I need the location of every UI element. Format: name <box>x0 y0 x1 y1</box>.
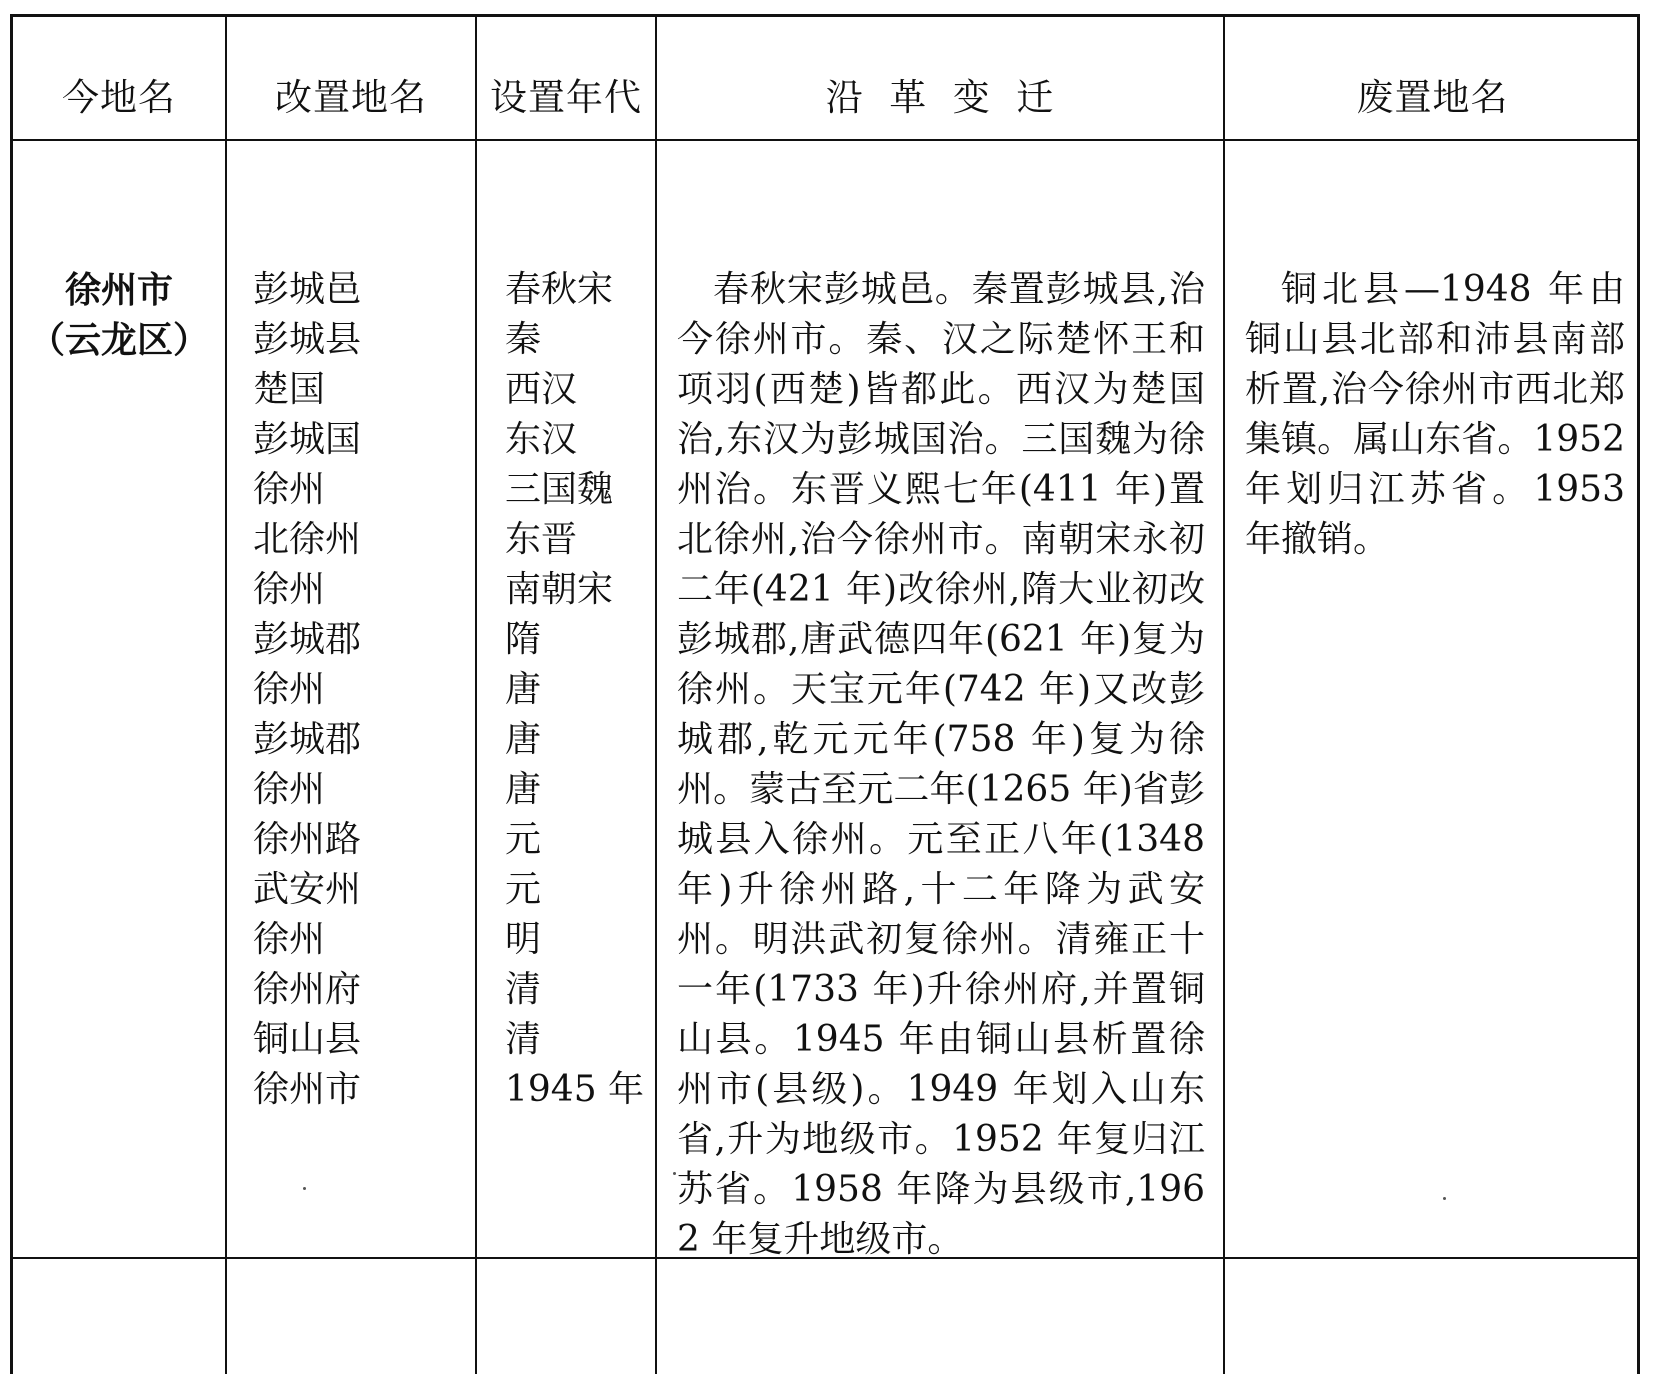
scan-speck <box>303 1187 306 1190</box>
current-name-district: （云龙区） <box>28 319 209 361</box>
list-item: 春秋宋 <box>505 269 614 310</box>
list-item: 隋 <box>505 619 542 660</box>
list-item: 徐州 <box>253 469 326 510</box>
list-item: 徐州 <box>253 569 326 610</box>
list-item: 彭城邑 <box>253 269 362 310</box>
gazetteer-table <box>10 14 1640 1374</box>
header-divider <box>13 139 1637 141</box>
list-item: 徐州 <box>253 669 326 710</box>
list-item: 彭城郡 <box>253 619 362 660</box>
list-item: 徐州市 <box>253 1069 362 1110</box>
list-item: 西汉 <box>505 369 578 410</box>
header-period: 设置年代 <box>490 76 642 119</box>
list-item: 元 <box>505 819 542 860</box>
column-divider <box>225 17 227 1374</box>
abolished-text: 铜北县—1948 年由铜山县北部和沛县南部析置,治今徐州市西北郑集镇。属山东省。1952 年划归江苏省。1953 年撤销。 <box>1245 269 1625 560</box>
header-abolished-name: 废置地名 <box>1356 76 1509 119</box>
list-item: 秦 <box>505 319 542 360</box>
list-item: 东汉 <box>505 419 578 460</box>
history-text: 春秋宋彭城邑。秦置彭城县,治今徐州市。秦、汉之际楚怀王和项羽(西楚)皆都此。西汉为楚国治,东汉为彭城国治。三国魏为徐州治。东晋义熙七年(411 年)置北徐州,治今徐州市。南朝宋永初二年(421 年)改徐州,隋大业初改彭城郡,唐武德四年(621 年)复为徐州。天宝元年(742 年)又改彭城郡,乾元元年(758 年)复为徐州。蒙古至元二年(1265 年)省彭城县入徐州。元至正八年(1348 年)升徐州路,十二年降为武安州。明洪武初复徐州。清雍正十一年(1733 年)升徐州府,并置铜山县。1945 年由铜山县析置徐州市(县级)。1949 年划入山东省,升为地级市。1952 年复归江苏省。1958 年降为县级市,1962 年复升地级市。 <box>677 269 1205 1260</box>
list-item: 徐州 <box>253 769 326 810</box>
periods-cell <box>505 265 655 1115</box>
list-item: 彭城县 <box>253 319 362 360</box>
list-item: 唐 <box>505 719 542 760</box>
list-item: 清 <box>505 1019 542 1060</box>
changed-names-cell <box>253 265 463 1115</box>
current-name: 徐州市 <box>64 269 173 311</box>
list-item: 铜山县 <box>253 1019 362 1060</box>
current-name-cell <box>13 265 225 365</box>
list-item: 南朝宋 <box>505 569 614 610</box>
list-item: 楚国 <box>253 369 326 410</box>
column-divider <box>475 17 477 1374</box>
list-item: 徐州 <box>253 919 326 960</box>
column-divider <box>655 17 657 1374</box>
list-item: 彭城国 <box>253 419 362 460</box>
list-item: 明 <box>505 919 542 960</box>
header-current-name: 今地名 <box>62 76 176 119</box>
header-changed-name: 改置地名 <box>275 76 427 119</box>
list-item: 北徐州 <box>253 519 362 560</box>
list-item: 元 <box>505 869 542 910</box>
list-item: 彭城郡 <box>253 719 362 760</box>
scan-speck <box>1443 1197 1446 1200</box>
column-divider <box>1223 17 1225 1374</box>
list-item: 三国魏 <box>505 469 614 510</box>
list-item: 武安州 <box>253 869 362 910</box>
list-item: 东晋 <box>505 519 578 560</box>
list-item: 1945 年 <box>505 1069 645 1110</box>
scan-speck <box>673 1172 676 1175</box>
list-item: 唐 <box>505 769 542 810</box>
header-history: 沿 革 变 迁 <box>825 76 1055 119</box>
list-item: 唐 <box>505 669 542 710</box>
list-item: 徐州路 <box>253 819 362 860</box>
list-item: 徐州府 <box>253 969 362 1010</box>
list-item: 清 <box>505 969 542 1010</box>
